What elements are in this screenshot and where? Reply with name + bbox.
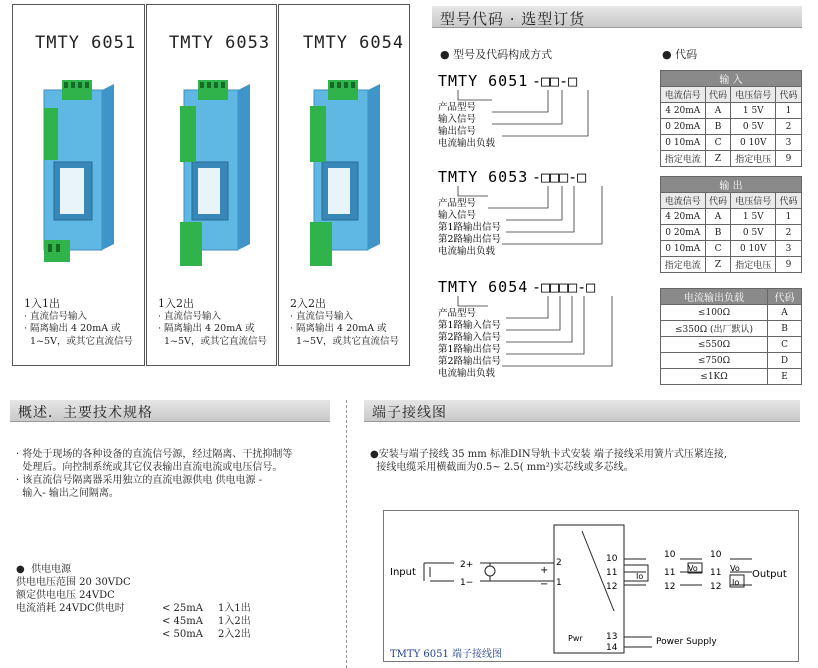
io-label: Io	[636, 572, 644, 581]
bullet-model-structure: ● 型号及代码构成方式	[440, 48, 553, 61]
table-cell: 1 5V	[731, 103, 776, 119]
output-label: Output	[752, 569, 787, 580]
table-header: 代码	[705, 87, 731, 103]
bullet-code: ● 代码	[662, 48, 698, 61]
desc-line: 1~5V，或其它直流信号	[290, 335, 399, 347]
overview-line: 处理后。向控制系统或其它仪表输出直流电流或电压信号。	[16, 462, 283, 473]
table-cell: C	[705, 241, 731, 257]
model-title: TMTY 6053	[169, 33, 271, 53]
terminal-11: 11	[710, 568, 722, 578]
wiring-line: 接线电缆采用横截面为0.5~ 2.5( mm²)实芯线或多芯线。	[370, 462, 634, 473]
table-cell: C	[705, 135, 731, 151]
model-code-name: TMTY 6054	[438, 278, 529, 296]
table-row	[661, 353, 802, 369]
table-header: 电压信号	[731, 87, 776, 103]
table-header: 代码	[776, 87, 802, 103]
consumption-row	[162, 628, 251, 641]
table-cell: 4 20mA	[661, 103, 706, 119]
bullet-text: 型号及代码构成方式	[453, 48, 553, 61]
overview-header	[10, 400, 330, 422]
module-6053-image	[176, 76, 256, 276]
table-row	[661, 209, 802, 225]
power-line: 额定供电电压 24VDC	[16, 590, 115, 601]
power-spec	[16, 563, 131, 615]
table-row	[661, 305, 802, 321]
table-header: 电流信号	[661, 193, 706, 209]
wiring-text	[370, 448, 727, 474]
table-cell: B	[705, 225, 731, 241]
table-cell: 指定电流	[661, 151, 706, 167]
terminal-11: 11	[664, 568, 676, 578]
code-label: 输入信号	[438, 210, 477, 221]
terminal-12: 12	[606, 582, 618, 592]
terminal-1minus: 1−	[460, 578, 474, 588]
table-header: 电压信号	[731, 193, 776, 209]
table-cell: Z	[705, 151, 731, 167]
power-title: ● 供电电源	[16, 564, 72, 575]
code-label: 输出信号	[438, 126, 477, 137]
power-line: 供电电压范围 20 30VDC	[16, 577, 131, 588]
table-title: 输 出	[661, 177, 802, 193]
table-cell: 2	[776, 119, 802, 135]
power-line: 电流消耗 24VDC供电时	[16, 603, 125, 614]
consumption-row	[162, 602, 251, 615]
desc-line: · 直流信号输入	[158, 310, 222, 322]
table-row	[661, 151, 802, 167]
overview-line: · 该直流信号隔离器采用独立的直流电源供电 供电电源 -	[16, 475, 263, 486]
terminal-13: 13	[606, 632, 618, 642]
terminal-2: 2	[556, 558, 562, 568]
module-6054-image	[306, 76, 386, 276]
table-cell: 0 20mA	[661, 119, 706, 135]
consumption-config: 2入2出	[218, 629, 251, 640]
table-cell: E	[768, 369, 802, 385]
wiring-header	[364, 400, 800, 422]
wiring-header-text: 端子接线图	[372, 405, 447, 421]
overview-header-text: 概述．主要技术规格	[18, 405, 153, 421]
desc-line: · 隔离输出 4 20mA 或	[158, 323, 255, 334]
code-label: 电流输出负载	[438, 138, 496, 149]
terminal-12: 12	[710, 582, 722, 592]
code-label: 第2路输入信号	[438, 332, 502, 343]
model-code-name: TMTY 6053	[438, 168, 529, 186]
table-cell: ≤1KΩ	[661, 369, 768, 385]
terminal-2plus: 2+	[460, 560, 474, 570]
table-cell: A	[768, 305, 802, 321]
table-cell: A	[705, 103, 731, 119]
ordering-header-text: 型号代码 · 选型订货	[440, 10, 586, 28]
vo-label: Vo	[730, 564, 740, 573]
table-cell: ≤550Ω	[661, 337, 768, 353]
table-row	[661, 241, 802, 257]
output-code-table	[660, 176, 802, 273]
product-desc-6054	[290, 298, 408, 348]
table-row	[661, 103, 802, 119]
table-header-row	[661, 87, 802, 103]
code-label: 第1路输出信号	[438, 222, 502, 233]
product-io-title: 1入1出	[24, 297, 60, 310]
terminal-10: 10	[710, 550, 722, 560]
model-code-diagram-6051	[436, 70, 606, 150]
table-cell: 0 10mA	[661, 241, 706, 257]
table-cell: 1	[776, 209, 802, 225]
model-code-diagram-6053	[436, 166, 616, 266]
table-cell: 1	[776, 103, 802, 119]
table-row	[661, 119, 802, 135]
module-6051-image	[40, 76, 120, 276]
table-cell: 0 5V	[731, 119, 776, 135]
model-code-diagram-6054	[436, 276, 626, 380]
consumption-row	[162, 615, 251, 628]
terminal-10: 10	[664, 550, 676, 560]
product-io-title: 2入2出	[290, 297, 326, 310]
terminal-1: 1	[556, 578, 562, 588]
table-header-row	[661, 193, 802, 209]
power-supply-label: Power Supply	[656, 637, 717, 647]
table-cell: 0 10mA	[661, 135, 706, 151]
desc-line: 1~5V，或其它直流信号	[158, 335, 267, 347]
table-cell: 9	[776, 151, 802, 167]
table-header: 电流输出负载	[661, 289, 768, 305]
consumption-value: < 50mA	[162, 629, 203, 640]
consumption-config: 1入1出	[218, 603, 251, 614]
terminal-11: 11	[606, 568, 618, 578]
divider-line	[346, 400, 347, 668]
ordering-header	[432, 6, 802, 28]
product-desc-6053	[158, 298, 276, 348]
model-title: TMTY 6054	[303, 33, 405, 53]
table-row	[661, 225, 802, 241]
consumption-value: < 25mA	[162, 603, 203, 614]
code-label: 产品型号	[438, 198, 477, 209]
table-row	[661, 369, 802, 385]
table-cell: D	[768, 353, 802, 369]
table-cell: 指定电流	[661, 257, 706, 273]
table-row	[661, 337, 802, 353]
table-cell: 1 5V	[731, 209, 776, 225]
code-label: 第1路输入信号	[438, 320, 502, 331]
desc-line: · 隔离输出 4 20mA 或	[24, 323, 121, 334]
table-header: 电流信号	[661, 87, 706, 103]
table-header: 代码	[776, 193, 802, 209]
table-cell: 指定电压	[731, 151, 776, 167]
pwr-label: Pwr	[568, 634, 583, 643]
input-label: Input	[390, 567, 416, 578]
table-cell: Z	[705, 257, 731, 273]
vo-label: Vo	[688, 564, 698, 573]
table-cell: 3	[776, 241, 802, 257]
terminal-14: 14	[606, 643, 618, 653]
table-cell: B	[768, 321, 802, 337]
product-desc-6051	[24, 298, 144, 348]
table-cell: ≤750Ω	[661, 353, 768, 369]
desc-line: · 隔离输出 4 20mA 或	[290, 323, 387, 334]
load-code-table	[660, 288, 802, 385]
table-cell: ≤100Ω	[661, 305, 768, 321]
model-code-suffix: -□□□-□	[532, 168, 587, 186]
table-cell: 3	[776, 135, 802, 151]
table-cell: A	[705, 209, 731, 225]
table-cell: 9	[776, 257, 802, 273]
model-code-suffix: -□□□□-□	[532, 278, 596, 296]
bullet-text: 代码	[675, 48, 698, 61]
code-label: 产品型号	[438, 308, 477, 319]
minus-sign: −	[540, 579, 549, 590]
table-cell: 指定电压	[731, 257, 776, 273]
terminal-10: 10	[606, 554, 618, 564]
table-cell: 4 20mA	[661, 209, 706, 225]
table-title: 输 入	[661, 71, 802, 87]
overview-line: 输入- 输出之间隔离。	[16, 488, 119, 499]
table-cell: 0 10V	[731, 241, 776, 257]
model-code-name: TMTY 6051	[438, 72, 529, 90]
desc-line: · 直流信号输入	[290, 310, 354, 322]
table-cell: 0 5V	[731, 225, 776, 241]
wiring-diagram	[384, 511, 798, 661]
overview-text	[16, 448, 292, 500]
consumption-config: 1入2出	[218, 616, 251, 627]
diagram-caption: TMTY 6051 端子接线图	[390, 649, 502, 660]
plus-sign: +	[540, 565, 549, 576]
io-label: Io	[732, 578, 740, 587]
overview-line: · 将处于现场的各种设备的直流信号源，经过隔离、干扰抑制等	[16, 449, 293, 460]
consumption-value: < 45mA	[162, 616, 203, 627]
table-cell: 2	[776, 225, 802, 241]
table-row	[661, 257, 802, 273]
code-label: 第1路输出信号	[438, 344, 502, 355]
code-label: 第2路输出信号	[438, 356, 502, 367]
table-cell: B	[705, 119, 731, 135]
table-row	[661, 321, 802, 337]
table-cell: ≤350Ω (出厂默认)	[661, 321, 768, 337]
wiring-line: ●安装与端子接线 35 mm 标准DIN导轨卡式安装 端子接线采用簧片式压紧连接,	[370, 449, 728, 460]
table-cell: C	[768, 337, 802, 353]
model-code-suffix: -□□-□	[532, 72, 578, 90]
model-title: TMTY 6051	[35, 33, 137, 53]
table-cell: 0 10V	[731, 135, 776, 151]
code-label: 第2路输出信号	[438, 234, 502, 245]
desc-line: 1~5V，或其它直流信号	[24, 335, 133, 347]
code-label: 电流输出负载	[438, 368, 496, 379]
consumption-list	[162, 602, 251, 641]
desc-line: · 直流信号输入	[24, 310, 88, 322]
code-label: 产品型号	[438, 102, 477, 113]
table-row	[661, 135, 802, 151]
code-label: 电流输出负载	[438, 246, 496, 257]
product-io-title: 1入2出	[158, 297, 194, 310]
table-header: 代码	[768, 289, 802, 305]
code-label: 输入信号	[438, 114, 477, 125]
terminal-12: 12	[664, 582, 676, 592]
table-header: 代码	[705, 193, 731, 209]
table-cell: 0 20mA	[661, 225, 706, 241]
input-code-table	[660, 70, 802, 167]
